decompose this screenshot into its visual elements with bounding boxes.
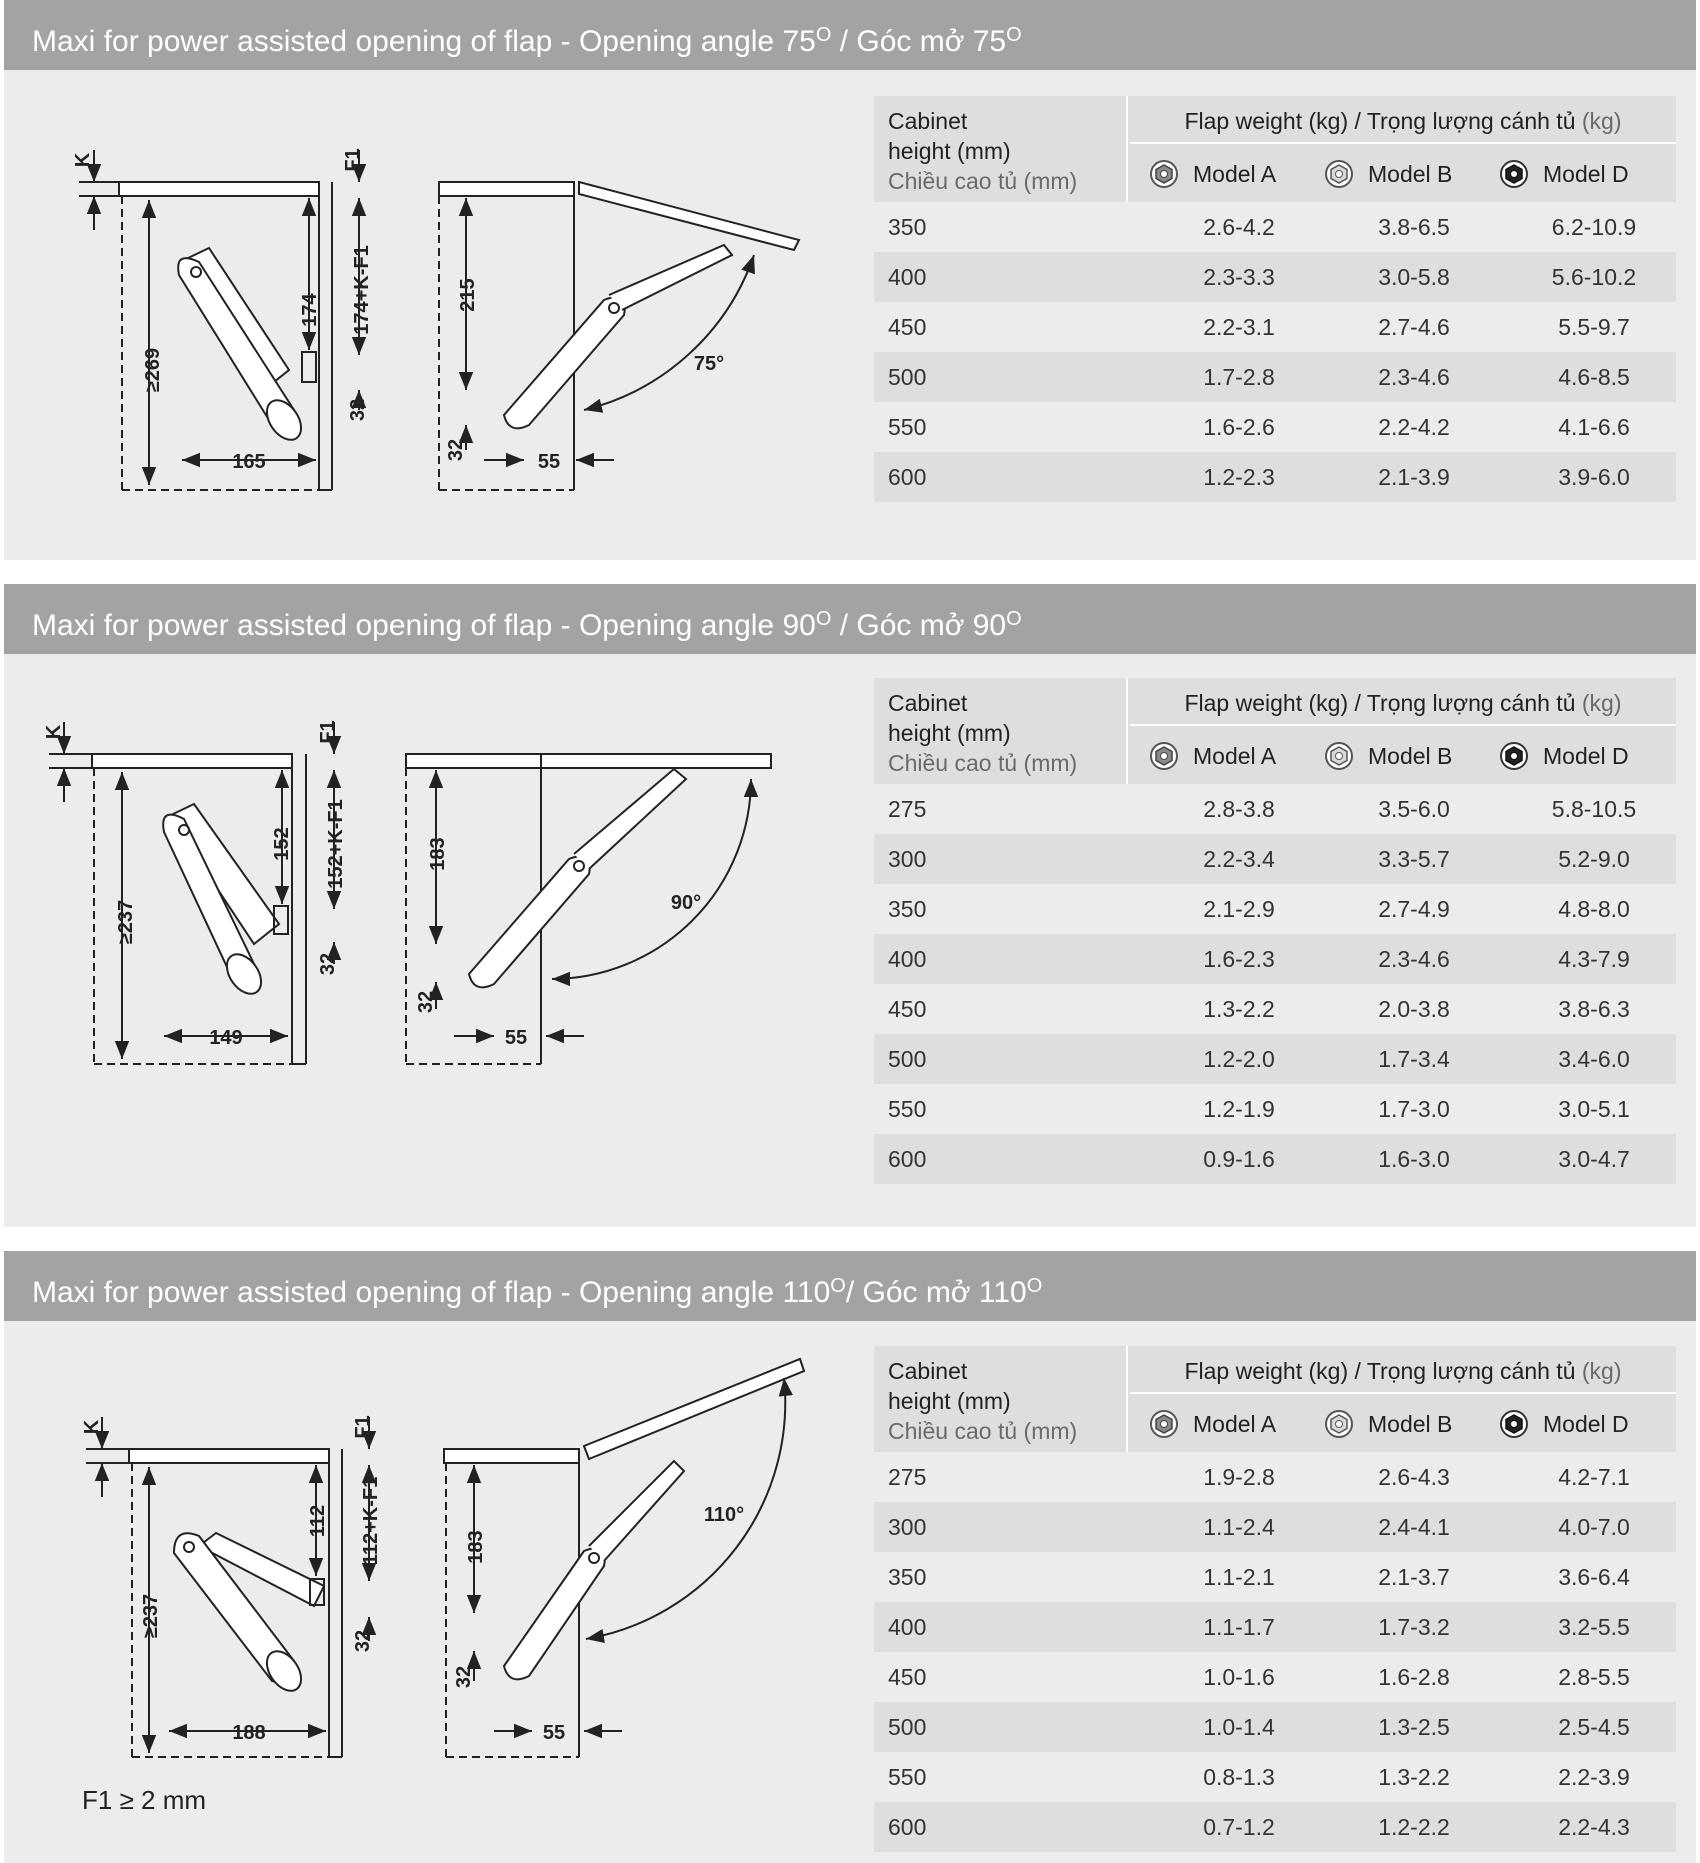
svg-text:≥237: ≥237	[140, 1593, 162, 1639]
table-row: 550 1.2-1.9 1.7-3.0 3.0-5.1	[888, 1096, 1630, 1122]
model-b-header: Model B	[1324, 146, 1452, 202]
svg-text:174+K-F1: 174+K-F1	[351, 245, 373, 335]
table-row: 350 2.1-2.9 2.7-4.9 4.8-8.0	[888, 896, 1630, 922]
hex-nut-icon	[1499, 741, 1529, 771]
flap-weight-table-75	[874, 96, 1676, 502]
table-row: 500 1.2-2.0 1.7-3.4 3.4-6.0	[874, 1034, 1676, 1084]
table-row: 600 0.9-1.6 1.6-3.0 3.0-4.7	[874, 1134, 1676, 1184]
svg-text:152+K-F1: 152+K-F1	[325, 799, 347, 889]
svg-text:32: 32	[347, 398, 369, 422]
svg-text:165: 165	[232, 451, 266, 473]
svg-text:110°: 110°	[703, 1504, 745, 1526]
hex-nut-icon	[1149, 741, 1179, 771]
svg-text:112: 112	[307, 1504, 329, 1538]
model-b-header: Model B	[1324, 1396, 1452, 1452]
hex-nut-icon	[1149, 159, 1179, 189]
hex-nut-icon	[1499, 159, 1529, 189]
table-row: 550 1.6-2.6 2.2-4.2 4.1-6.6	[888, 414, 1630, 440]
svg-text:183: 183	[465, 1530, 487, 1564]
svg-text:32: 32	[453, 1665, 475, 1689]
svg-text:90°: 90°	[670, 892, 702, 914]
hex-nut-icon	[1324, 1409, 1354, 1439]
table-row: 550 0.8-1.3 1.3-2.2 2.2-3.9	[888, 1764, 1630, 1790]
section-110	[4, 1251, 1696, 1863]
svg-text:55: 55	[542, 1722, 566, 1744]
section-title: Maxi for power assisted opening of flap - Opening angle $75^O$ / Góc mở $75^O$	[4, 0, 1696, 70]
cabinet-height-header: Cabinet height (mm) Chiều cao tủ (mm)	[874, 96, 1128, 202]
section-90	[4, 584, 1696, 1227]
svg-text:K: K	[43, 724, 65, 740]
flap-weight-header: Flap weight (kg) / Trọng lượng cánh tủ (kg)	[1130, 96, 1676, 144]
table-row: 450 2.2-3.1 2.7-4.6 5.5-9.7	[888, 314, 1630, 340]
technical-drawing-90	[4, 654, 824, 1224]
table-row: 450 1.0-1.6 1.6-2.8 2.8-5.5	[888, 1664, 1630, 1690]
svg-text:K: K	[72, 152, 94, 168]
svg-text:215: 215	[457, 278, 479, 312]
table-row: 350 2.6-4.2 3.8-6.5 6.2-10.9	[888, 214, 1637, 240]
cabinet-height-header: Cabinet height (mm) Chiều cao tủ (mm)	[874, 678, 1128, 784]
svg-text:32: 32	[415, 990, 437, 1014]
svg-text:32: 32	[352, 1629, 374, 1653]
table-header	[874, 678, 1676, 784]
section-title: Maxi for power assisted opening of flap - Opening angle $90^O$ / Góc mở $90^O$	[4, 584, 1696, 654]
cabinet-height-header: Cabinet height (mm) Chiều cao tủ (mm)	[874, 1346, 1128, 1452]
model-a-header: Model A	[1149, 146, 1276, 202]
table-row: 300 2.2-3.4 3.3-5.7 5.2-9.0	[874, 834, 1676, 884]
table-row: 275 2.8-3.8 3.5-6.0 5.8-10.5	[888, 796, 1637, 822]
technical-drawing-75	[4, 70, 824, 560]
section-75	[4, 0, 1696, 560]
model-a-header: Model A	[1149, 1396, 1276, 1452]
model-d-header: Model D	[1499, 728, 1629, 784]
svg-text:149: 149	[209, 1027, 243, 1049]
svg-text:55: 55	[537, 451, 561, 473]
svg-text:≥237: ≥237	[115, 899, 137, 945]
table-row: 600 1.2-2.3 2.1-3.9 3.9-6.0	[874, 452, 1676, 502]
hex-nut-icon	[1149, 1409, 1179, 1439]
table-row: 600 0.7-1.2 1.2-2.2 2.2-4.3	[874, 1802, 1676, 1852]
svg-text:K: K	[81, 1419, 103, 1435]
hex-nut-icon	[1499, 1409, 1529, 1439]
model-d-header: Model D	[1499, 146, 1629, 202]
svg-text:F1: F1	[352, 1415, 374, 1439]
svg-text:≥269: ≥269	[142, 347, 164, 393]
table-row: 400 1.1-1.7 1.7-3.2 3.2-5.5	[874, 1602, 1676, 1652]
table-row: 275 1.9-2.8 2.6-4.3 4.2-7.1	[888, 1464, 1630, 1490]
model-b-header: Model B	[1324, 728, 1452, 784]
svg-text:32: 32	[445, 438, 467, 462]
flap-weight-table-90	[874, 678, 1676, 1184]
hex-nut-icon	[1324, 741, 1354, 771]
table-row: 400 2.3-3.3 3.0-5.8 5.6-10.2	[874, 252, 1676, 302]
flap-weight-header: Flap weight (kg) / Trọng lượng cánh tủ (kg)	[1130, 678, 1676, 726]
section-title: Maxi for power assisted opening of flap - Opening angle $110^O/$ Góc mở $110^O$	[4, 1251, 1696, 1321]
model-d-header: Model D	[1499, 1396, 1629, 1452]
svg-text:32: 32	[317, 952, 339, 976]
table-row: 400 1.6-2.3 2.3-4.6 4.3-7.9	[874, 934, 1676, 984]
svg-text:174: 174	[299, 293, 321, 327]
model-a-header: Model A	[1149, 728, 1276, 784]
flap-weight-header: Flap weight (kg) / Trọng lượng cánh tủ (kg)	[1130, 1346, 1676, 1394]
hex-nut-icon	[1324, 159, 1354, 189]
table-row: 450 1.3-2.2 2.0-3.8 3.8-6.3	[888, 996, 1630, 1022]
svg-text:152: 152	[271, 827, 293, 861]
svg-text:F1: F1	[317, 720, 339, 744]
svg-text:112+K-F1: 112+K-F1	[360, 1476, 382, 1566]
table-row: 300 1.1-2.4 2.4-4.1 4.0-7.0	[874, 1502, 1676, 1552]
svg-text:188: 188	[232, 1722, 266, 1744]
technical-drawing-110	[4, 1321, 824, 1861]
svg-text:55: 55	[504, 1027, 528, 1049]
svg-text:183: 183	[427, 837, 449, 871]
table-header	[874, 1346, 1676, 1452]
flap-weight-table-110	[874, 1346, 1676, 1852]
svg-text:75°: 75°	[693, 353, 725, 375]
table-header	[874, 96, 1676, 202]
table-row: 500 1.7-2.8 2.3-4.6 4.6-8.5	[874, 352, 1676, 402]
svg-text:F1: F1	[342, 148, 364, 172]
table-row: 350 1.1-2.1 2.1-3.7 3.6-6.4	[888, 1564, 1630, 1590]
table-row: 500 1.0-1.4 1.3-2.5 2.5-4.5	[874, 1702, 1676, 1752]
footnote: F1 ≥ 2 mm	[82, 1785, 207, 1815]
